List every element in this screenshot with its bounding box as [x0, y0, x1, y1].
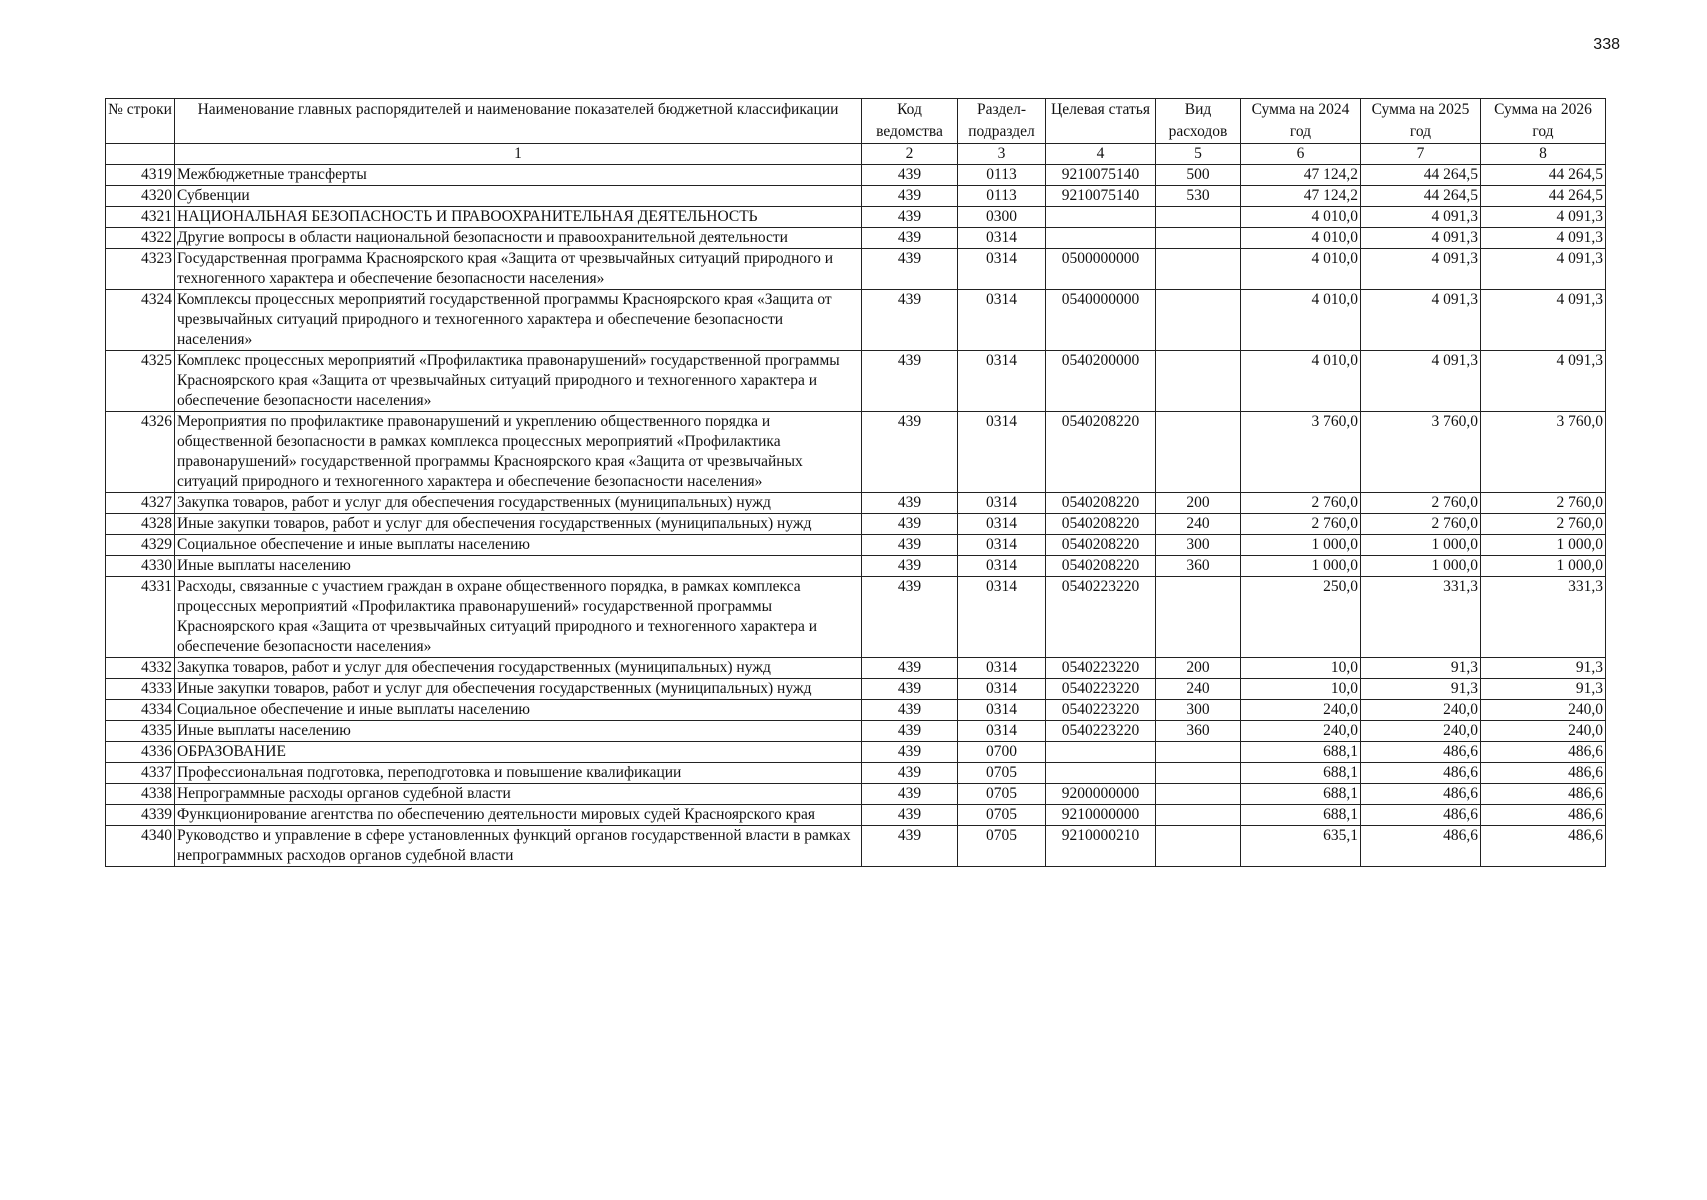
row-sum-2025: 240,0: [1361, 721, 1481, 742]
row-expense-type: [1156, 763, 1241, 784]
row-name: Руководство и управление в сфере установленных функций органов государственной власти в рамках непрограммных расходов органов судебной власти: [175, 826, 862, 867]
row-sum-2025: 4 091,3: [1361, 290, 1481, 351]
row-sum-2024: 250,0: [1241, 577, 1361, 658]
row-target-code: 9210000000: [1046, 805, 1156, 826]
page-number: 338: [1593, 36, 1620, 53]
row-sum-2026: 44 264,5: [1481, 186, 1606, 207]
row-sum-2026: 240,0: [1481, 700, 1606, 721]
row-dept-code: 439: [862, 577, 958, 658]
row-sum-2025: 331,3: [1361, 577, 1481, 658]
row-expense-type: [1156, 577, 1241, 658]
row-section-code: 0314: [958, 493, 1046, 514]
row-name: Непрограммные расходы органов судебной власти: [175, 784, 862, 805]
table-row: [106, 679, 1606, 700]
row-number: 4330: [106, 556, 175, 577]
table-row: [106, 412, 1606, 493]
row-section-code: 0314: [958, 351, 1046, 412]
row-target-code: 0540223220: [1046, 577, 1156, 658]
column-numbers-row: [106, 144, 1606, 165]
row-section-code: 0314: [958, 700, 1046, 721]
row-number: 4327: [106, 493, 175, 514]
row-dept-code: 439: [862, 514, 958, 535]
row-sum-2024: 3 760,0: [1241, 412, 1361, 493]
row-expense-type: 240: [1156, 679, 1241, 700]
row-dept-code: 439: [862, 351, 958, 412]
row-target-code: 0540208220: [1046, 493, 1156, 514]
row-target-code: [1046, 207, 1156, 228]
row-sum-2024: 2 760,0: [1241, 514, 1361, 535]
row-number: 4329: [106, 535, 175, 556]
row-expense-type: 360: [1156, 721, 1241, 742]
row-dept-code: 439: [862, 763, 958, 784]
header-row-no: № строки: [106, 99, 175, 144]
table-row: [106, 556, 1606, 577]
row-sum-2026: 4 091,3: [1481, 290, 1606, 351]
row-expense-type: [1156, 290, 1241, 351]
row-sum-2025: 4 091,3: [1361, 228, 1481, 249]
column-number: 8: [1481, 144, 1606, 165]
row-expense-type: 300: [1156, 700, 1241, 721]
row-number: 4321: [106, 207, 175, 228]
header-sum-2026: Сумма на 2026 год: [1481, 99, 1606, 144]
row-number: 4339: [106, 805, 175, 826]
row-section-code: 0314: [958, 679, 1046, 700]
row-sum-2025: 1 000,0: [1361, 556, 1481, 577]
row-sum-2026: 4 091,3: [1481, 228, 1606, 249]
column-number: 5: [1156, 144, 1241, 165]
row-target-code: 0540223220: [1046, 721, 1156, 742]
row-sum-2024: 4 010,0: [1241, 249, 1361, 290]
row-name: Социальное обеспечение и иные выплаты населению: [175, 535, 862, 556]
row-sum-2025: 44 264,5: [1361, 186, 1481, 207]
row-sum-2026: 2 760,0: [1481, 514, 1606, 535]
row-number: 4335: [106, 721, 175, 742]
row-name: Функционирование агентства по обеспечению деятельности мировых судей Красноярского края: [175, 805, 862, 826]
row-expense-type: 200: [1156, 658, 1241, 679]
budget-table: [105, 98, 1606, 867]
row-expense-type: 240: [1156, 514, 1241, 535]
table-row: [106, 826, 1606, 867]
row-target-code: 0540223220: [1046, 658, 1156, 679]
row-target-code: 9200000000: [1046, 784, 1156, 805]
row-target-code: 0540208220: [1046, 412, 1156, 493]
row-sum-2026: 486,6: [1481, 826, 1606, 867]
row-number: 4340: [106, 826, 175, 867]
row-sum-2025: 486,6: [1361, 742, 1481, 763]
row-name: Комплексы процессных мероприятий государственной программы Красноярского края «Защита от чрезвычайных ситуаций природного и техногенного характера и обеспечение безопасности населения»: [175, 290, 862, 351]
row-sum-2026: 486,6: [1481, 805, 1606, 826]
row-expense-type: [1156, 412, 1241, 493]
row-name: Субвенции: [175, 186, 862, 207]
table-row: [106, 805, 1606, 826]
row-expense-type: [1156, 207, 1241, 228]
table-row: [106, 721, 1606, 742]
header-exp-type: Вид расходов: [1156, 99, 1241, 144]
row-sum-2026: 4 091,3: [1481, 249, 1606, 290]
row-sum-2024: 47 124,2: [1241, 186, 1361, 207]
row-sum-2026: 4 091,3: [1481, 207, 1606, 228]
row-target-code: 0500000000: [1046, 249, 1156, 290]
row-sum-2026: 1 000,0: [1481, 535, 1606, 556]
row-number: 4323: [106, 249, 175, 290]
row-name: Социальное обеспечение и иные выплаты населению: [175, 700, 862, 721]
table-row: [106, 784, 1606, 805]
row-number: 4324: [106, 290, 175, 351]
row-target-code: [1046, 742, 1156, 763]
row-dept-code: 439: [862, 493, 958, 514]
row-section-code: 0705: [958, 805, 1046, 826]
row-dept-code: 439: [862, 784, 958, 805]
row-dept-code: 439: [862, 186, 958, 207]
row-sum-2024: 688,1: [1241, 742, 1361, 763]
row-target-code: 0540000000: [1046, 290, 1156, 351]
row-name: Профессиональная подготовка, переподготовка и повышение квалификации: [175, 763, 862, 784]
row-number: 4336: [106, 742, 175, 763]
row-sum-2026: 331,3: [1481, 577, 1606, 658]
row-name: Межбюджетные трансферты: [175, 165, 862, 186]
table-row: [106, 514, 1606, 535]
row-section-code: 0314: [958, 535, 1046, 556]
row-sum-2025: 240,0: [1361, 700, 1481, 721]
row-number: 4320: [106, 186, 175, 207]
row-dept-code: 439: [862, 742, 958, 763]
row-sum-2026: 486,6: [1481, 742, 1606, 763]
row-sum-2025: 3 760,0: [1361, 412, 1481, 493]
row-number: 4322: [106, 228, 175, 249]
row-sum-2024: 10,0: [1241, 679, 1361, 700]
row-expense-type: 360: [1156, 556, 1241, 577]
row-sum-2024: 1 000,0: [1241, 556, 1361, 577]
table-row: [106, 228, 1606, 249]
row-name: Комплекс процессных мероприятий «Профилактика правонарушений» государственной программы Красноярского края «Защита от чрезвычайных ситуаций природного и техногенного характера и обеспечение безопасности населения»: [175, 351, 862, 412]
row-target-code: 0540223220: [1046, 700, 1156, 721]
row-name: Иные закупки товаров, работ и услуг для обеспечения государственных (муниципальных) нужд: [175, 679, 862, 700]
row-section-code: 0314: [958, 658, 1046, 679]
table-row: [106, 493, 1606, 514]
row-sum-2026: 486,6: [1481, 763, 1606, 784]
row-section-code: 0113: [958, 165, 1046, 186]
row-section-code: 0314: [958, 290, 1046, 351]
table-row: [106, 186, 1606, 207]
row-sum-2024: 240,0: [1241, 700, 1361, 721]
row-sum-2024: 240,0: [1241, 721, 1361, 742]
row-section-code: 0705: [958, 826, 1046, 867]
row-expense-type: 300: [1156, 535, 1241, 556]
row-sum-2025: 1 000,0: [1361, 535, 1481, 556]
row-name: Закупка товаров, работ и услуг для обеспечения государственных (муниципальных) нужд: [175, 493, 862, 514]
row-name: Закупка товаров, работ и услуг для обеспечения государственных (муниципальных) нужд: [175, 658, 862, 679]
row-sum-2024: 10,0: [1241, 658, 1361, 679]
header-dept: Код ведомства: [862, 99, 958, 144]
row-sum-2024: 1 000,0: [1241, 535, 1361, 556]
row-sum-2025: 4 091,3: [1361, 351, 1481, 412]
row-sum-2026: 2 760,0: [1481, 493, 1606, 514]
row-sum-2026: 4 091,3: [1481, 351, 1606, 412]
table-row: [106, 763, 1606, 784]
row-target-code: 9210075140: [1046, 186, 1156, 207]
column-number: 6: [1241, 144, 1361, 165]
header-target: Целевая статья: [1046, 99, 1156, 144]
row-section-code: 0314: [958, 577, 1046, 658]
row-number: 4331: [106, 577, 175, 658]
row-sum-2025: 2 760,0: [1361, 493, 1481, 514]
row-sum-2025: 486,6: [1361, 784, 1481, 805]
table-row: [106, 290, 1606, 351]
row-sum-2026: 1 000,0: [1481, 556, 1606, 577]
row-number: 4319: [106, 165, 175, 186]
table-row: [106, 742, 1606, 763]
row-dept-code: 439: [862, 826, 958, 867]
row-dept-code: 439: [862, 412, 958, 493]
row-expense-type: [1156, 784, 1241, 805]
row-name: Расходы, связанные с участием граждан в охране общественного порядка, в рамках комплекса процессных мероприятий «Профилактика правонарушений» государственной программы Красноярского края «Защита от чрезвычайных ситуаций природного и техногенного характера и обеспечение безопасности населения»: [175, 577, 862, 658]
row-sum-2026: 44 264,5: [1481, 165, 1606, 186]
row-number: 4334: [106, 700, 175, 721]
table-row: [106, 535, 1606, 556]
row-name: Государственная программа Красноярского края «Защита от чрезвычайных ситуаций природного и техногенного характера и обеспечение безопасности населения»: [175, 249, 862, 290]
row-section-code: 0113: [958, 186, 1046, 207]
row-expense-type: [1156, 249, 1241, 290]
row-sum-2025: 91,3: [1361, 679, 1481, 700]
row-expense-type: 500: [1156, 165, 1241, 186]
row-name: Мероприятия по профилактике правонарушений и укреплению общественного порядка и общественной безопасности в рамках комплекса процессных мероприятий «Профилактика правонарушений» государственной программы Красноярского края «Защита от чрезвычайных ситуаций природного и техногенного характера и обеспечение безопасности населения»: [175, 412, 862, 493]
row-expense-type: [1156, 742, 1241, 763]
row-target-code: 0540208220: [1046, 535, 1156, 556]
row-sum-2025: 486,6: [1361, 763, 1481, 784]
row-number: 4328: [106, 514, 175, 535]
row-dept-code: 439: [862, 535, 958, 556]
header-name: Наименование главных распорядителей и наименование показателей бюджетной классификации: [175, 99, 862, 144]
row-sum-2026: 91,3: [1481, 658, 1606, 679]
row-sum-2024: 688,1: [1241, 784, 1361, 805]
row-sum-2025: 91,3: [1361, 658, 1481, 679]
header-sum-2025: Сумма на 2025 год: [1361, 99, 1481, 144]
row-dept-code: 439: [862, 700, 958, 721]
row-sum-2024: 4 010,0: [1241, 228, 1361, 249]
row-section-code: 0314: [958, 412, 1046, 493]
row-target-code: 0540208220: [1046, 556, 1156, 577]
row-expense-type: 200: [1156, 493, 1241, 514]
row-sum-2025: 44 264,5: [1361, 165, 1481, 186]
row-sum-2024: 635,1: [1241, 826, 1361, 867]
row-target-code: 0540223220: [1046, 679, 1156, 700]
row-target-code: [1046, 228, 1156, 249]
row-section-code: 0314: [958, 556, 1046, 577]
row-section-code: 0300: [958, 207, 1046, 228]
row-sum-2025: 486,6: [1361, 826, 1481, 867]
row-sum-2026: 91,3: [1481, 679, 1606, 700]
row-target-code: [1046, 763, 1156, 784]
row-number: 4326: [106, 412, 175, 493]
row-dept-code: 439: [862, 721, 958, 742]
row-name: Иные закупки товаров, работ и услуг для обеспечения государственных (муниципальных) нужд: [175, 514, 862, 535]
budget-table-body: [106, 165, 1606, 867]
row-sum-2026: 240,0: [1481, 721, 1606, 742]
table-row: [106, 658, 1606, 679]
row-number: 4338: [106, 784, 175, 805]
row-sum-2026: 3 760,0: [1481, 412, 1606, 493]
column-number-blank: [106, 144, 175, 165]
row-name: Иные выплаты населению: [175, 721, 862, 742]
row-expense-type: [1156, 228, 1241, 249]
column-number: 4: [1046, 144, 1156, 165]
row-sum-2026: 486,6: [1481, 784, 1606, 805]
row-name: НАЦИОНАЛЬНАЯ БЕЗОПАСНОСТЬ И ПРАВООХРАНИТЕЛЬНАЯ ДЕЯТЕЛЬНОСТЬ: [175, 207, 862, 228]
row-sum-2024: 2 760,0: [1241, 493, 1361, 514]
row-sum-2025: 4 091,3: [1361, 207, 1481, 228]
row-section-code: 0705: [958, 763, 1046, 784]
row-name: Иные выплаты населению: [175, 556, 862, 577]
row-target-code: 9210075140: [1046, 165, 1156, 186]
row-section-code: 0314: [958, 249, 1046, 290]
row-number: 4332: [106, 658, 175, 679]
row-dept-code: 439: [862, 679, 958, 700]
row-expense-type: [1156, 351, 1241, 412]
table-row: [106, 249, 1606, 290]
row-target-code: 0540208220: [1046, 514, 1156, 535]
row-sum-2025: 4 091,3: [1361, 249, 1481, 290]
table-row: [106, 165, 1606, 186]
row-sum-2024: 47 124,2: [1241, 165, 1361, 186]
row-number: 4333: [106, 679, 175, 700]
row-dept-code: 439: [862, 249, 958, 290]
table-row: [106, 577, 1606, 658]
row-name: ОБРАЗОВАНИЕ: [175, 742, 862, 763]
row-sum-2024: 4 010,0: [1241, 290, 1361, 351]
row-expense-type: 530: [1156, 186, 1241, 207]
header-section: Раздел-подраздел: [958, 99, 1046, 144]
row-section-code: 0314: [958, 721, 1046, 742]
column-number: 7: [1361, 144, 1481, 165]
row-name: Другие вопросы в области национальной безопасности и правоохранительной деятельности: [175, 228, 862, 249]
row-dept-code: 439: [862, 228, 958, 249]
row-dept-code: 439: [862, 165, 958, 186]
row-section-code: 0314: [958, 514, 1046, 535]
row-sum-2024: 688,1: [1241, 805, 1361, 826]
row-expense-type: [1156, 805, 1241, 826]
row-dept-code: 439: [862, 207, 958, 228]
row-target-code: 0540200000: [1046, 351, 1156, 412]
row-sum-2024: 688,1: [1241, 763, 1361, 784]
column-number: 3: [958, 144, 1046, 165]
row-sum-2025: 2 760,0: [1361, 514, 1481, 535]
column-number: 2: [862, 144, 958, 165]
row-target-code: 9210000210: [1046, 826, 1156, 867]
row-sum-2025: 486,6: [1361, 805, 1481, 826]
row-number: 4337: [106, 763, 175, 784]
table-row: [106, 207, 1606, 228]
row-dept-code: 439: [862, 556, 958, 577]
row-dept-code: 439: [862, 290, 958, 351]
row-section-code: 0314: [958, 228, 1046, 249]
row-expense-type: [1156, 826, 1241, 867]
row-dept-code: 439: [862, 805, 958, 826]
row-sum-2024: 4 010,0: [1241, 351, 1361, 412]
row-section-code: 0700: [958, 742, 1046, 763]
row-section-code: 0705: [958, 784, 1046, 805]
row-number: 4325: [106, 351, 175, 412]
table-row: [106, 700, 1606, 721]
table-row: [106, 351, 1606, 412]
header-sum-2024: Сумма на 2024 год: [1241, 99, 1361, 144]
column-number: 1: [175, 144, 862, 165]
row-sum-2024: 4 010,0: [1241, 207, 1361, 228]
row-dept-code: 439: [862, 658, 958, 679]
